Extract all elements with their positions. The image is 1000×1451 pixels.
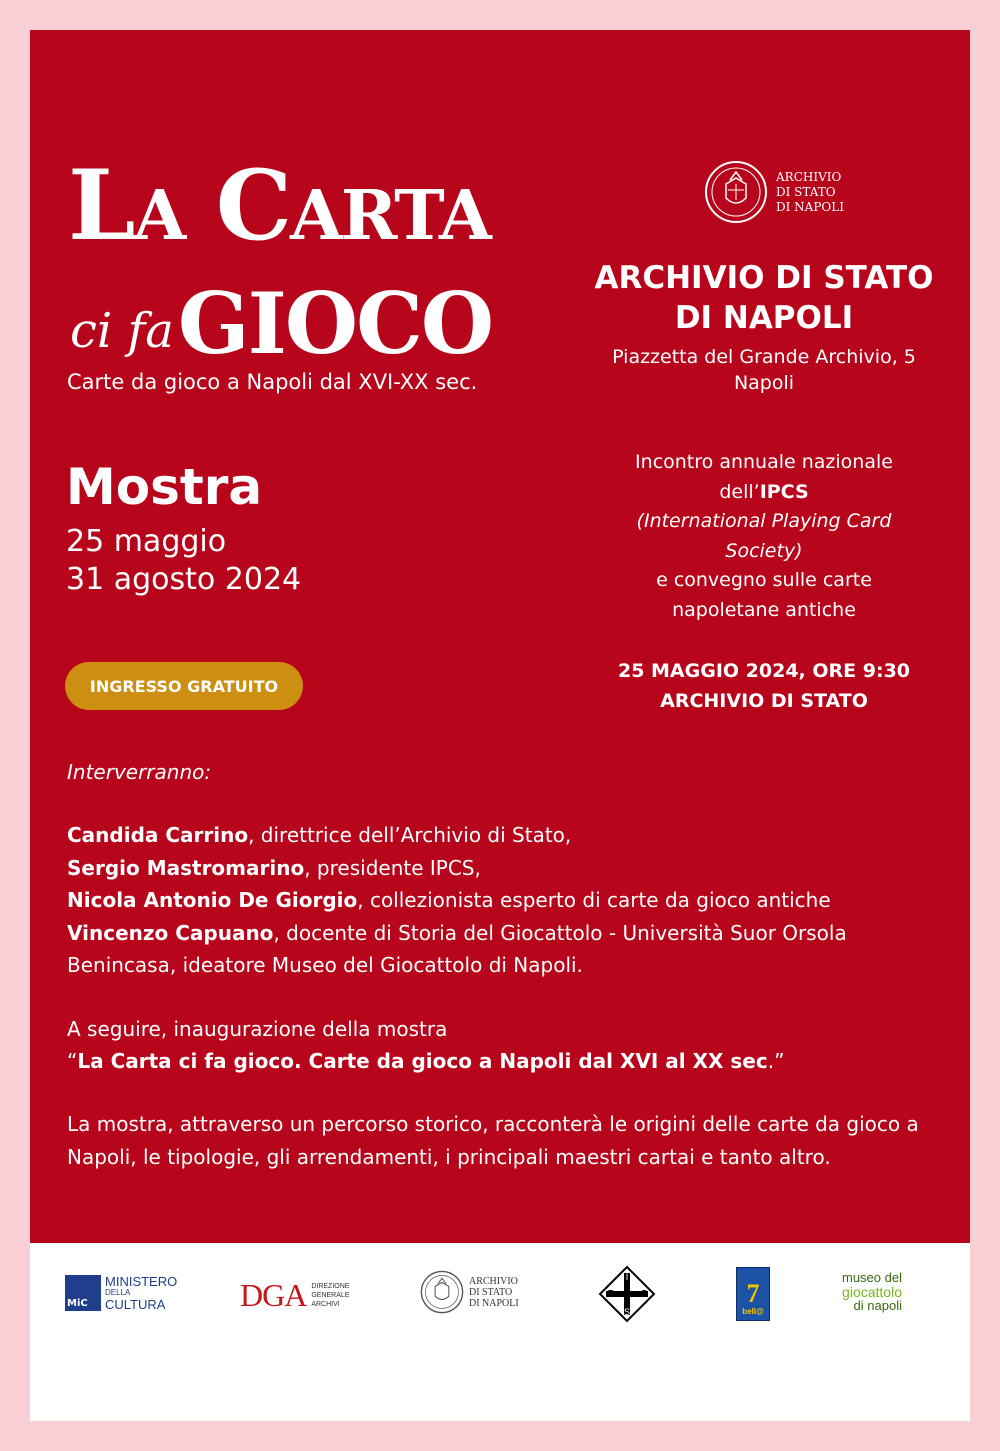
logo-title-line1 <box>68 149 490 262</box>
speaker-item: Nicola Antonio De Giorgio, collezionista esperto di carte da gioco antiche <box>67 888 831 912</box>
speaker-item: Vincenzo Capuano, docente di Storia del Giocattolo - Università Suor Orsola Benincasa, ideatore Museo del Giocattolo di Napoli. <box>67 920 847 977</box>
dga-mark: DGA <box>240 1277 307 1313</box>
exhibition-full-title: La Carta ci fa gioco. Carte da gioco a Napoli dal XVI al XX sec <box>77 1049 768 1073</box>
ipcs-letter: P <box>607 1289 615 1300</box>
logo-script: ci fa <box>70 303 174 359</box>
dga-text: DIREZIONE GENERALE ARCHIVI <box>311 1283 350 1308</box>
logo-letters-arta: ARTA <box>290 176 490 256</box>
ipcs-letter: C <box>640 1289 648 1300</box>
meeting-datetime: 25 MAGGIO 2024, ORE 9:30 ARCHIVIO DI STATO <box>617 660 911 712</box>
poster <box>30 30 970 1243</box>
exhibition-description: La mostra, attraverso un percorso storico, racconterà le origini delle carte da gioco a Napoli, le tipologie, gli arrendamenti, i principali maestri cartai e tanto altro. <box>67 1112 919 1169</box>
asn-logo <box>420 1270 519 1314</box>
mic-text: MINISTERO DELLA CULTURA <box>105 1274 178 1312</box>
speakers-list <box>67 819 937 982</box>
sette-card: 7 bell@ <box>736 1267 770 1321</box>
subtitle: Carte da gioco a Napoli dal XVI-XX sec. <box>67 370 478 394</box>
ipcs-letter: I <box>625 1272 629 1282</box>
logo-letter-l: L <box>68 149 134 262</box>
ipcs-letter: S <box>623 1307 631 1317</box>
speaker-item: Candida Carrino, direttrice dell’Archivio di Stato, <box>67 823 572 847</box>
logo-letter-a: A <box>133 176 185 256</box>
venue-name: ARCHIVIO DI STATO DI NAPOLI <box>594 260 934 336</box>
exhibition-title: Mostra <box>66 458 263 516</box>
logo-gioco: GIOCO <box>177 274 493 373</box>
sette-bello-logo <box>736 1267 770 1321</box>
venue-address: Piazzetta del Grande Archivio, 5 Napoli <box>612 346 916 394</box>
exhibition-date-start: 25 maggio <box>66 524 227 559</box>
dga-logo <box>240 1277 349 1314</box>
asn-text: ARCHIVIO DI STATO DI NAPOLI <box>469 1275 519 1309</box>
ipcs-logo <box>598 1265 656 1323</box>
logo-title-line2 <box>68 274 493 373</box>
archive-seal-small-icon <box>420 1270 464 1314</box>
logo-letter-c: C <box>184 149 291 262</box>
partner-logos-footer <box>30 1243 970 1421</box>
archive-seal-header <box>704 160 844 224</box>
mic-mark: MiC <box>65 1275 101 1311</box>
meeting-info: Incontro annuale nazionale dell’IPCS (International Playing Card Society) e convegno sulle carte napoletane antiche <box>635 451 893 621</box>
museo-giocattolo-logo: museo del giocattolo di napoli <box>842 1270 902 1313</box>
inauguration-text: A seguire, inaugurazione della mostra “La Carta ci fa gioco. Carte da gioco a Napoli dal XVI al XX sec.” <box>67 1017 785 1073</box>
ipcs-emblem-icon <box>598 1265 656 1323</box>
exhibition-date-end: 31 agosto 2024 <box>66 562 302 597</box>
mic-logo <box>65 1275 177 1311</box>
speakers-intro: Interverranno: <box>67 760 212 784</box>
free-entry-badge: INGRESSO GRATUITO <box>65 662 303 710</box>
archive-seal-text: ARCHIVIO DI STATO DI NAPOLI <box>776 169 844 214</box>
speaker-item: Sergio Mastromarino, presidente IPCS, <box>67 855 481 880</box>
archive-seal-icon <box>704 160 768 224</box>
